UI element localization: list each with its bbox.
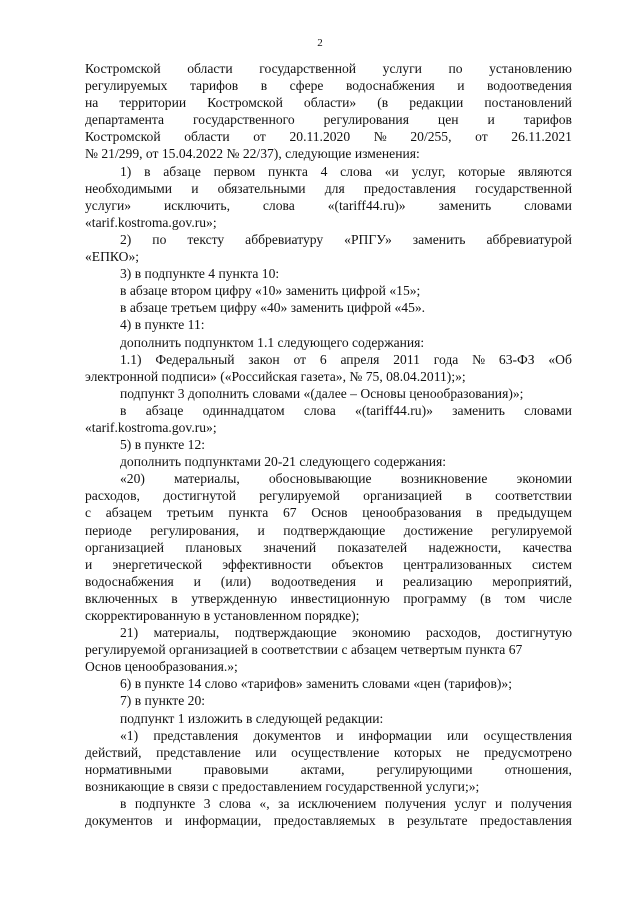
text-line: в подпункте 3 слова «, за исключением получения услуг и получения [120,796,572,812]
text-line: 2) по тексту аббревиатуру «РПГУ» заменить аббревиатурой [120,231,572,247]
text-line: услуги» исключить, слова «(tariff44.ru)» заменить словами [85,197,572,213]
text-line: водоснабжения и (или) водоотведения и реализацию мероприятий, [85,573,572,589]
text-line: в абзаце втором цифру «10» заменить цифрой «15»; [120,283,421,299]
text-line: в абзаце третьем цифру «40» заменить цифрой «45». [120,300,426,316]
text-line: Костромской области государственной услуги по установлению [85,61,572,76]
text-line: «tarif.kostroma.gov.ru»; [85,214,217,230]
text-line: № 21/299, от 15.04.2022 № 22/37), следующие изменения: [85,146,420,162]
text-line: электронной подписи» («Российская газета», № 75, 08.04.2011);»; [85,368,466,384]
text-line: необходимыми и обязательными для предоставления государственной [85,180,572,196]
text-line: подпункт 1 изложить в следующей редакции: [120,710,384,726]
text-line: «20) материалы, обосновывающие возникновение экономии [120,471,572,487]
text-line: регулируемых тарифов в сфере водоснабжения и водоотведения [85,78,572,94]
document-body [85,60,572,829]
text-line: организацией плановых значений показателей надежности, качества [85,539,572,555]
text-line: 1) в абзаце первом пункта 4 слова «и услуг, которые являются [120,163,572,179]
text-line: 6) в пункте 14 слово «тарифов» заменить словами «цен (тарифов)»; [120,676,512,692]
text-line: 7) в пункте 20: [120,693,206,709]
text-line: подпункт 3 дополнить словами «(далее – Основы ценообразования)»; [120,385,524,401]
text-line: «tarif.kostroma.gov.ru»; [85,419,217,435]
text-line: 5) в пункте 12: [120,437,206,453]
text-line: департамента государственного регулирования цен и тарифов [85,112,572,128]
text-line: с абзацем третьим пункта 67 Основ ценообразования в предыдущем [85,505,572,521]
text-line: «ЕПКО»; [85,249,140,265]
text-line: Костромской области от 20.11.2020 № 20/255, от 26.11.2021 [85,129,572,145]
text-line: 1.1) Федеральный закон от 6 апреля 2011 года № 63-ФЗ «Об [120,351,572,367]
text-line: на территории Костромской области» (в редакции постановлений [85,95,572,111]
text-line: нормативными правовыми актами, регулирующими отношения, [85,761,572,777]
text-line: и энергетической эффективности объектов централизованных систем [85,556,572,572]
text-line: периоде регулирования, и подтверждающие достижение регулируемой [85,522,572,538]
text-line: расходов, достигнутой регулируемой организацией в соответствии [85,488,572,504]
text-line: документов и информации, предоставляемых в результате предоставления [85,813,572,829]
text-line: действий, представление или осуществление которых не предусмотрено [85,744,572,760]
text-line: в абзаце одиннадцатом слова «(tariff44.ru)» заменить словами [120,402,572,418]
text-line: дополнить подпунктами 20-21 следующего содержания: [120,454,447,470]
text-line: 3) в подпункте 4 пункта 10: [120,266,280,282]
text-line: 4) в пункте 11: [120,317,205,333]
text-line: «1) представления документов и информации или осуществления [120,727,572,743]
text-line: регулируемой организацией в соответствии с абзацем четвертым пункта 67 [85,642,523,658]
text-line: 21) материалы, подтверждающие экономию расходов, достигнутую [120,625,572,641]
page-number: 2 [317,37,323,49]
text-line: скорректированную в установленном порядке); [85,608,360,623]
text-line: включенных в утвержденную инвестиционную программу (в том числе [85,590,572,606]
text-line: возникающие в связи с предоставлением государственной услуги;»; [85,778,480,794]
text-line: Основ ценообразования.»; [85,659,238,675]
text-line: дополнить подпунктом 1.1 следующего содержания: [120,334,425,350]
